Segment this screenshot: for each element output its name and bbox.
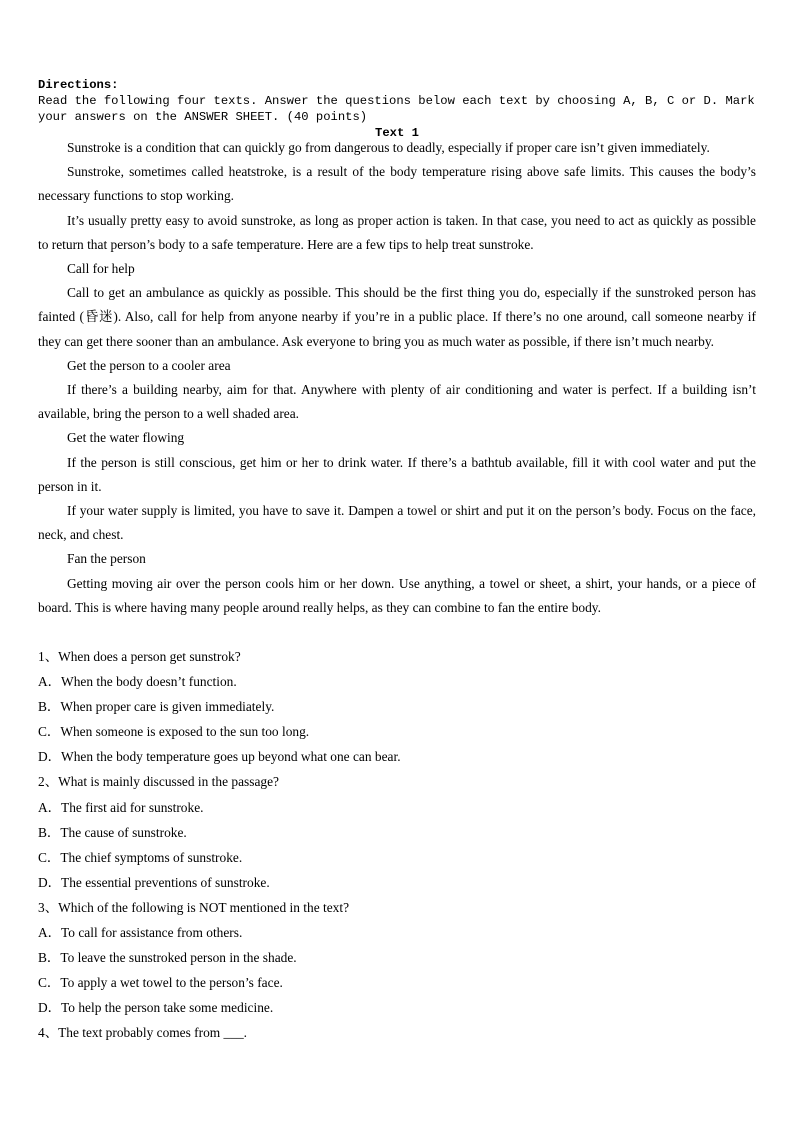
answer-option: A．To call for assistance from others. bbox=[38, 925, 243, 941]
paragraph: If your water supply is limited, you have to save it. Dampen a towel or shirt and put it on the person’s body. Focus on the face, neck, and chest. bbox=[38, 503, 756, 543]
paragraph: It’s usually pretty easy to avoid sunstroke, as long as proper action is taken. In that case, you need to act as quickly as possible to return that person’s body to a safe temperature. Here are a few tips to help treat sunstroke. bbox=[38, 212, 756, 252]
questions bbox=[38, 644, 756, 1046]
paragraph: Call for help bbox=[67, 261, 135, 277]
answer-option: B．The cause of sunstroke. bbox=[38, 824, 187, 840]
paragraph: If there’s a building nearby, aim for that. Anywhere with plenty of air conditioning and water is perfect. If a building isn’t available, bring the person to a well shaded area. bbox=[38, 382, 756, 422]
paragraph: Get the water flowing bbox=[67, 430, 185, 446]
answer-option: D．The essential preventions of sunstroke. bbox=[38, 874, 270, 890]
paragraph: If the person is still conscious, get him or her to drink water. If there’s a bathtub available, fill it with cool water and put the person in it. bbox=[38, 454, 756, 494]
answer-option: C．To apply a wet towel to the person’s face. bbox=[38, 975, 283, 991]
answer-option: C．When someone is exposed to the sun too long. bbox=[38, 724, 310, 740]
directions-text: Read the following four texts. Answer the questions below each text by choosing A, B, C or D. Mark your answers on the ANSWER SHEET. (40 points) bbox=[38, 94, 755, 124]
question-stem: 3、Which of the following is NOT mentioned in the text? bbox=[38, 899, 350, 915]
paragraph: Sunstroke, sometimes called heatstroke, is a result of the body temperature rising above safe limits. This causes the body’s necessary functions to stop working. bbox=[38, 164, 756, 204]
directions bbox=[38, 77, 758, 125]
paragraph: Fan the person bbox=[67, 551, 146, 567]
answer-option: A．When the body doesn’t function. bbox=[38, 674, 237, 690]
answer-option: A．The first aid for sunstroke. bbox=[38, 799, 204, 815]
paragraph: Get the person to a cooler area bbox=[67, 357, 231, 373]
question-stem: 4、The text probably comes from ___. bbox=[38, 1025, 247, 1041]
answer-option: D．To help the person take some medicine. bbox=[38, 1000, 274, 1016]
answer-option: D．When the body temperature goes up beyond what one can bear. bbox=[38, 749, 401, 765]
directions-title: Directions: bbox=[38, 78, 119, 92]
question-stem: 2、What is mainly discussed in the passage? bbox=[38, 774, 279, 790]
paragraph: Sunstroke is a condition that can quickly go from dangerous to deadly, especially if proper care isn’t given immediately. bbox=[67, 140, 710, 155]
answer-option: C．The chief symptoms of sunstroke. bbox=[38, 849, 243, 865]
paragraph: Getting moving air over the person cools him or her down. Use anything, a towel or sheet, a shirt, your hands, or a piece of board. This is where having many people around really helps, as they can combine to fan the entire body. bbox=[38, 575, 756, 615]
answer-option: B．When proper care is given immediately. bbox=[38, 699, 275, 715]
paragraph: Call to get an ambulance as quickly as possible. This should be the first thing you do, especially if the sunstroked person has fainted (昏迷). Also, call for help from anyone nearby if you’re in a public place. If there’s no one around, call someone nearby if they can get there sooner than an ambulance. Ask everyone to bring you as much water as possible, if there isn’t much nearby. bbox=[38, 285, 756, 349]
text-title: Text 1 bbox=[375, 126, 419, 140]
question-stem: 1、When does a person get sunstrok? bbox=[38, 649, 241, 664]
passage bbox=[38, 136, 756, 620]
answer-option: B．To leave the sunstroked person in the shade. bbox=[38, 950, 297, 966]
